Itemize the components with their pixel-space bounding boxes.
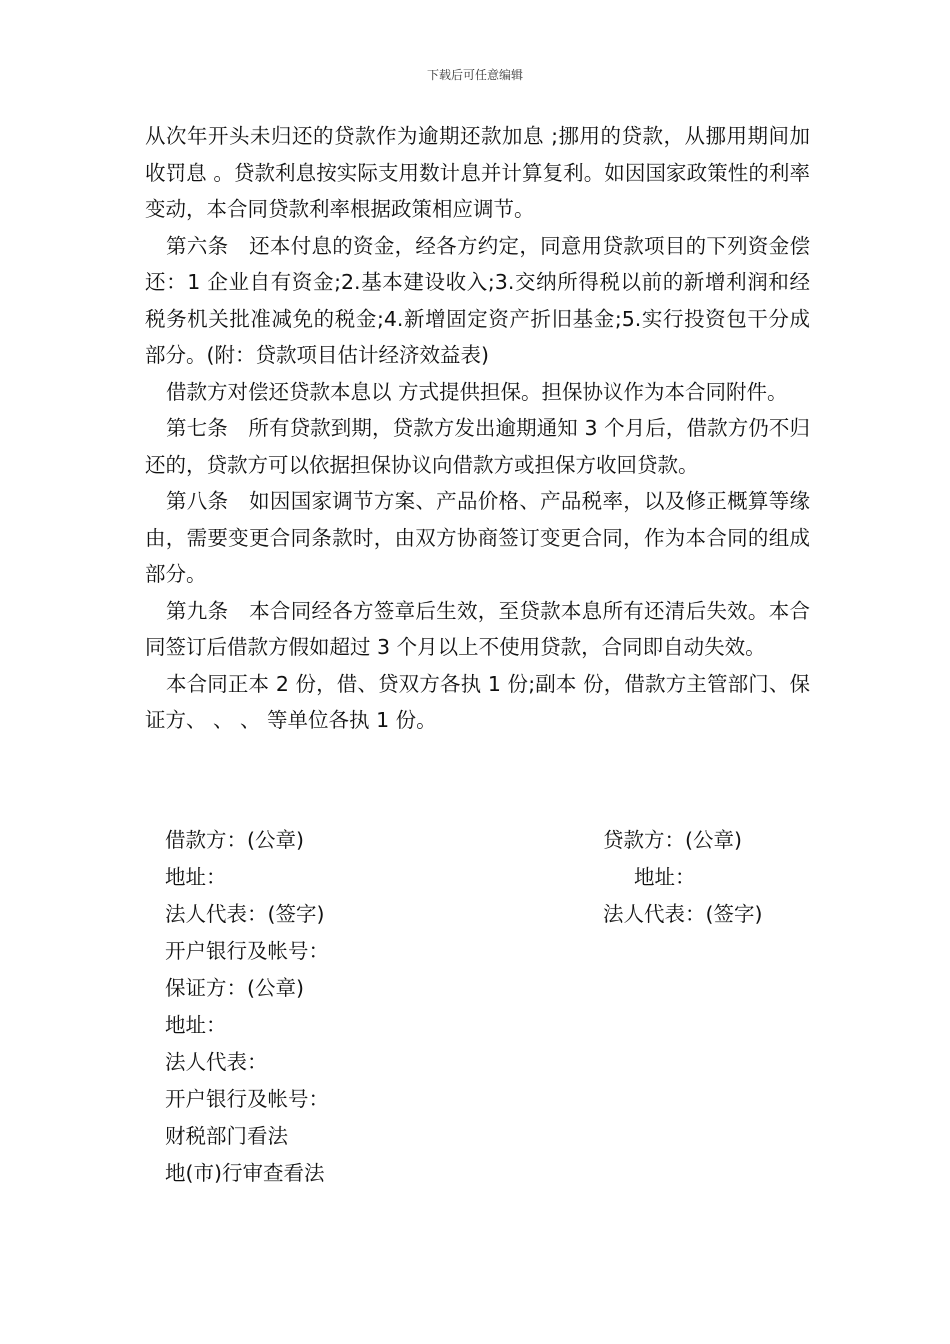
lender-seal-label: 贷款方：(公章): [603, 828, 742, 852]
paragraph-article-6: 第六条 还本付息的资金，经各方约定，同意用贷款项目的下列资金偿还：1 企业自有资金;2.基本建设收入;3.交纳所得税以前的新增利润和经税务机关批准减免的税金;4.新增固定资产折旧基金;5.实行投资包干分成部分。(附：贷款项目估计经济效益表): [145, 233, 810, 367]
borrower-legal-rep-label: 法人代表：(签字): [165, 902, 325, 926]
bank-audit-opinion-label: 地(市)行审查看法: [165, 1161, 325, 1185]
paragraph-interest: 从次年开头未归还的贷款作为逾期还款加息 ;挪用的贷款，从挪用期间加收罚息 。贷款利息按实际支用数计息并计算复利。如因国家政策性的利率变动，本合同贷款利率根据政策相应调节。: [145, 124, 810, 221]
signature-row-tax-opinion: [165, 1118, 815, 1155]
borrower-bank-account-label: 开户银行及帐号：: [165, 939, 329, 963]
lender-legal-rep-label: 法人代表：(签字): [603, 902, 763, 926]
paragraph-article-9: 第九条 本合同经各方签章后生效，至贷款本息所有还清后失效。本合同签订后借款方假如超过 3 个月以上不使用贷款，合同即自动失效。: [145, 598, 810, 659]
signature-row-bank: [165, 933, 815, 970]
page-header: 下载后可任意编辑: [426, 68, 523, 82]
borrower-seal-label: 借款方：(公章): [165, 828, 304, 852]
signature-block: [165, 822, 815, 1192]
tax-department-opinion-label: 财税部门看法: [165, 1124, 288, 1148]
guarantor-address-label: 地址：: [165, 1013, 227, 1037]
borrower-address-label: 地址：: [165, 865, 227, 889]
guarantor-bank-account-label: 开户银行及帐号：: [165, 1087, 329, 1111]
paragraph-copies: 本合同正本 2 份，借、贷双方各执 1 份;副本 份，借款方主管部门、保证方、 、 、 等单位各执 1 份。: [145, 671, 810, 732]
signature-row-guarantor-bank: [165, 1081, 815, 1118]
contract-body: [145, 118, 810, 739]
signature-row-audit-opinion: [165, 1155, 815, 1192]
paragraph-article-8: 第八条 如因国家调节方案、产品价格、产品税率，以及修正概算等缘由，需要变更合同条款时，由双方协商签订变更合同，作为本合同的组成部分。: [145, 489, 810, 586]
lender-address-label: 地址：: [634, 865, 696, 889]
paragraph-article-7: 第七条 所有贷款到期，贷款方发出逾期通知 3 个月后，借款方仍不归还的，贷款方可以依据担保协议向借款方或担保方收回贷款。: [145, 416, 810, 477]
signature-row-guarantor-legal-rep: [165, 1044, 815, 1081]
guarantor-legal-rep-label: 法人代表：: [165, 1050, 268, 1074]
guarantor-seal-label: 保证方：(公章): [165, 976, 304, 1000]
signature-row-address: [165, 859, 815, 896]
signature-row-guarantor-address: [165, 1007, 815, 1044]
signature-row-legal-rep: [165, 896, 815, 933]
signature-row-guarantor: [165, 970, 815, 1007]
signature-row-party: [165, 822, 815, 859]
paragraph-guarantee: 借款方对偿还贷款本息以 方式提供担保。担保协议作为本合同附件。: [166, 379, 788, 404]
